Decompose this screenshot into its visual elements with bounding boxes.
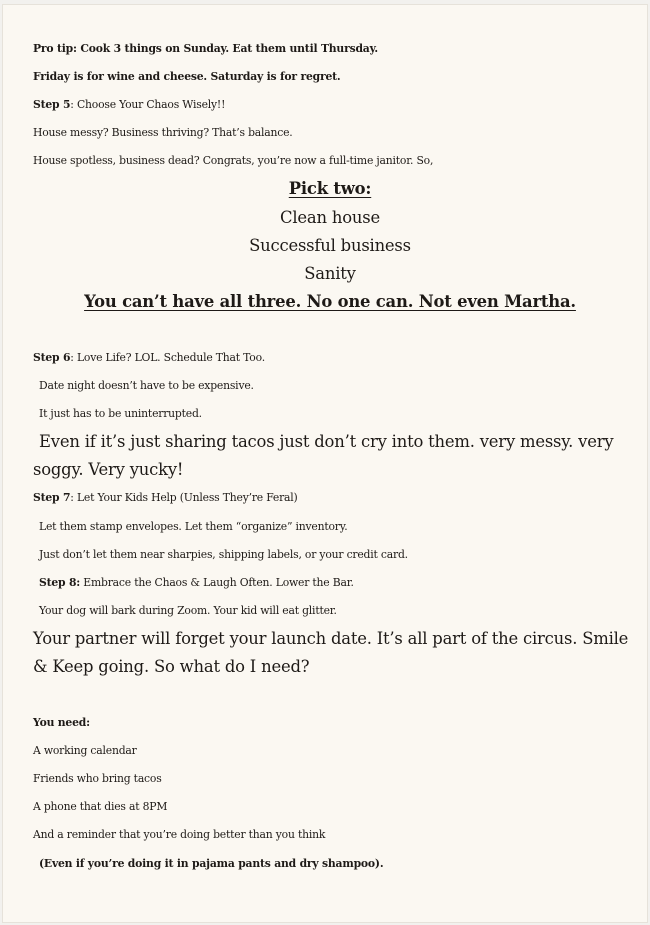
need-item-2: Friends who bring tacos <box>33 772 162 786</box>
step-7-body-1: Let them stamp envelopes. Let them “organize” inventory. <box>39 519 348 533</box>
step-8-body-1: Your dog will bark during Zoom. Your kid will eat glitter. <box>39 603 337 617</box>
pick-option-3: Sanity <box>304 263 356 283</box>
pick-option-2: Successful business <box>249 235 411 255</box>
pick-option-1: Clean house <box>280 207 380 227</box>
step-5-body-1: House messy? Business thriving? That’s balance. <box>33 126 293 140</box>
need-item-1: A working calendar <box>33 744 137 758</box>
pro-tip-line-2: Friday is for wine and cheese. Saturday is for regret. <box>33 70 341 84</box>
pick-two-footnote: You can’t have all three. No one can. Not even Martha. <box>84 291 576 311</box>
step-7-heading <box>33 484 633 512</box>
step-5-label: Step 5 <box>33 98 71 112</box>
step-5-body-2: House spotless, business dead? Congrats, you’re now a full-time janitor. So, <box>33 154 434 168</box>
step-7-body-2: Just don’t let them near sharpies, shipping labels, or your credit card. <box>39 547 408 561</box>
document-page <box>2 4 648 923</box>
step-6-title: : Love Life? LOL. Schedule That Too. <box>70 350 265 364</box>
need-item-3: A phone that dies at 8PM <box>33 800 168 814</box>
step-8-heading <box>33 569 633 597</box>
step-8-body-2 <box>33 625 633 681</box>
document-body <box>33 35 633 878</box>
step-8-title: Embrace the Chaos & Laugh Often. Lower the Bar. <box>80 575 354 589</box>
pick-two-heading: Pick two: <box>288 179 372 199</box>
step-6-label: Step 6 <box>33 350 71 364</box>
step-6-body-3-text: Even if it’s just sharing tacos just don’t cry into them. very messy. very soggy. Very yucky! <box>33 432 614 480</box>
you-need-heading: You need: <box>33 716 90 730</box>
closing-note: (Even if you’re doing it in pajama pants and dry shampoo). <box>39 856 384 870</box>
pro-tip-line-1: Pro tip: Cook 3 things on Sunday. Eat them until Thursday. <box>33 42 378 55</box>
step-8-label: Step 8: <box>39 575 81 589</box>
step-6-body-1: Date night doesn’t have to be expensive. <box>39 379 254 393</box>
step-7-label: Step 7 <box>33 491 71 505</box>
step-8-body-2-text: Your partner will forget your launch date. It’s all part of the circus. Smile & Keep going. So what do I need? <box>33 628 629 676</box>
step-5-title: : Choose Your Chaos Wisely!! <box>70 98 226 112</box>
need-item-4: And a reminder that you’re doing better than you think <box>33 828 326 842</box>
spacer <box>33 681 633 709</box>
step-6-body-3 <box>33 428 633 484</box>
spacer <box>33 316 633 344</box>
step-7-title: : Let Your Kids Help (Unless They’re Feral) <box>70 491 298 505</box>
step-5-heading <box>33 91 633 119</box>
step-6-body-2: It just has to be uninterrupted. <box>39 407 202 421</box>
step-6-heading <box>33 344 633 372</box>
